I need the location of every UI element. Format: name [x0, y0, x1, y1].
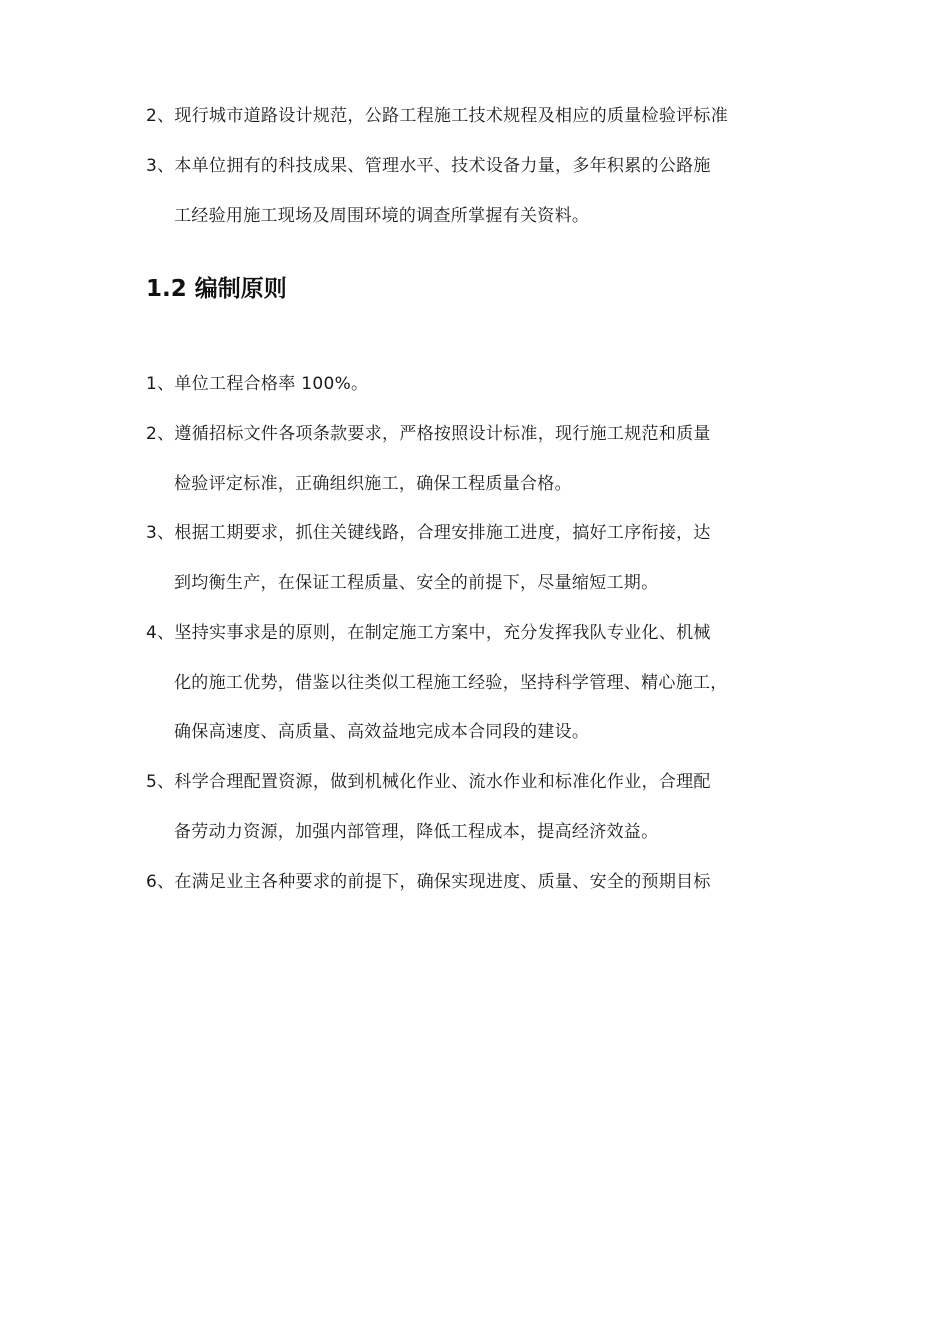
list-item-2-line-1: 2、现行城市道路设计规范，公路工程施工技术规程及相应的质量检验评标准	[146, 106, 729, 126]
principle-5-line-2: 备劳动力资源，加强内部管理，降低工程成本，提高经济效益。	[174, 822, 659, 842]
principle-4-line-3: 确保高速度、高质量、高效益地完成本合同段的建设。	[174, 722, 590, 742]
principle-4-line-2: 化的施工优势，借鉴以往类似工程施工经验，坚持科学管理、精心施工，	[174, 673, 728, 693]
principle-1-line-1: 1、单位工程合格率 100%。	[146, 374, 369, 394]
principle-4-line-1: 4、坚持实事求是的原则，在制定施工方案中，充分发挥我队专业化、机械	[146, 623, 711, 643]
principle-2-line-2: 检验评定标准，正确组织施工，确保工程质量合格。	[174, 474, 572, 494]
list-item-3-line-1: 3、本单位拥有的科技成果、管理水平、技术设备力量，多年积累的公路施	[146, 156, 711, 176]
principle-6-line-1: 6、在满足业主各种要求的前提下，确保实现进度、质量、安全的预期目标	[146, 872, 711, 892]
section-heading: 1.2 编制原则	[146, 276, 287, 302]
list-item-3-line-2: 工经验用施工现场及周围环境的调查所掌握有关资料。	[174, 206, 590, 226]
principle-2-line-1: 2、遵循招标文件各项条款要求，严格按照设计标准，现行施工规范和质量	[146, 424, 711, 444]
principle-5-line-1: 5、科学合理配置资源，做到机械化作业、流水作业和标准化作业，合理配	[146, 772, 711, 792]
principle-3-line-2: 到均衡生产，在保证工程质量、安全的前提下，尽量缩短工期。	[174, 573, 659, 593]
principle-3-line-1: 3、根据工期要求，抓住关键线路，合理安排施工进度，搞好工序衔接，达	[146, 523, 711, 543]
